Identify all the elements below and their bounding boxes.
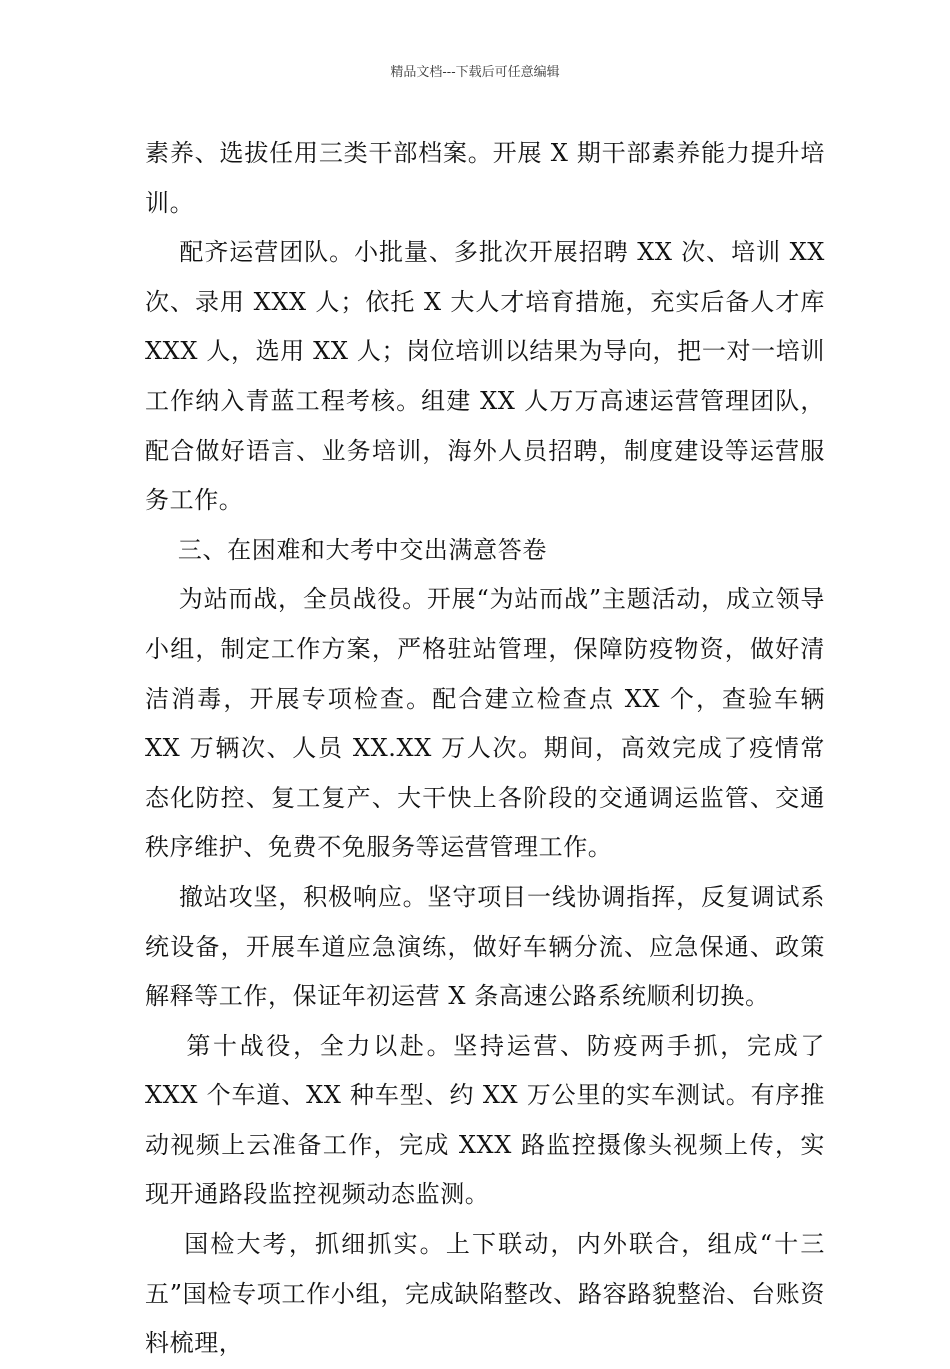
page-header: 精品文档---下载后可任意编辑 <box>390 65 560 80</box>
paragraph-fight-for-station: 为站而战，全员战役。开展“为站而战”主题活动，成立领导小组，制定工作方案，严格驻站管理，保障防疫物资，做好清洁消毒，开展专项检查。配合建立检查点 XX 个，查验车辆 XX 万辆次、人员 XX.XX 万人次。期间，高效完成了疫情常态化防控、复工复产、大干快上各阶段的交通调运监管、交通秩序维护、免费不免服务等运营管理工作。 <box>145 585 834 862</box>
paragraph-operations-team: 配齐运营团队。小批量、多批次开展招聘 XX 次、培训 XX 次、录用 XXX 人；依托 X 大人才培育措施，充实后备人才库 XXX 人，选用 XX 人；岗位培训以结果为导向，把一对一培训工作纳入青蓝工程考核。组建 XX 人万万高速运营管理团队，配合做好语言、业务培训，海外人员招聘，制度建设等运营服务工作。 <box>145 238 834 515</box>
paragraph-station-removal: 撤站攻坚，积极响应。坚守项目一线协调指挥，反复调试系统设备，开展车道应急演练，做好车辆分流、应急保通、政策解释等工作，保证年初运营 X 条高速公路系统顺利切换。 <box>145 882 825 1011</box>
paragraph-tenth-battle: 第十战役，全力以赴。坚持运营、防疫两手抓，完成了 XXX 个车道、XX 种车型、约 XX 万公里的实车测试。有序推动视频上云准备工作，完成 XXX 路监控摄像头视频上传，实现开通路段监控视频动态监测。 <box>145 1031 834 1209</box>
paragraph-national-inspection: 国检大考，抓细抓实。上下联动，内外联合，组成“十三五”国检专项工作小组，完成缺陷整改、路容路貌整治、台账资料梳理， <box>145 1230 825 1358</box>
paragraph-cadre-files: 素养、选拔任用三类干部档案。开展 X 期干部素养能力提升培训。 <box>145 139 825 217</box>
document-body <box>145 129 834 1369</box>
section-heading-3: 三、在困难和大考中交出满意答卷 <box>145 535 547 564</box>
